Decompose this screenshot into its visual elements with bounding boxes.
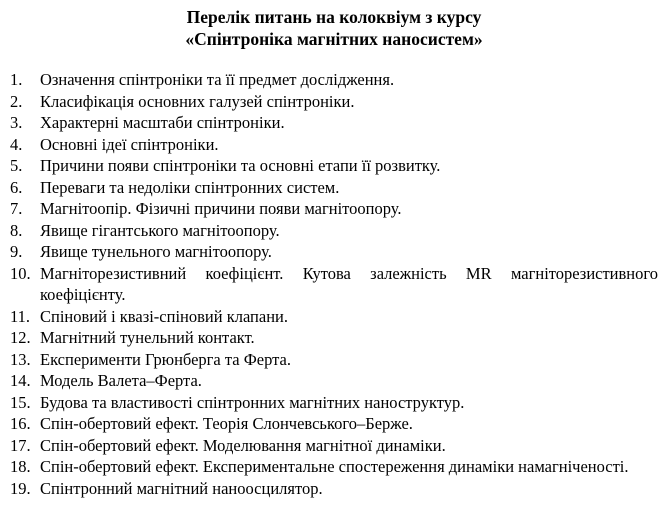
item-text: Модель Валета–Ферта.: [40, 371, 202, 390]
item-text: Переваги та недоліки спінтронних систем.: [40, 177, 340, 197]
list-item: [10, 241, 658, 263]
item-text: Спіновий і квазі-спіновий клапани.: [40, 306, 288, 326]
item-text: Характерні масштаби спінтроніки.: [40, 113, 285, 132]
item-number: 15.: [10, 392, 31, 412]
document-title-line-1: Перелік питань на колоквіум з курсу: [186, 7, 482, 27]
list-item: [10, 349, 658, 371]
item-text: Явище гігантського магнітоопору.: [40, 220, 280, 240]
list-item: [10, 112, 658, 134]
list-item: [10, 306, 658, 328]
item-text: Спін-обертовий ефект. Експериментальне спостереження динаміки намагніченості.: [40, 457, 629, 476]
list-item: [10, 263, 658, 306]
item-text: Магніторезистивний коефіцієнт. Кутова залежність MR магніторезистивного коефіцієнту.: [40, 263, 658, 304]
item-text: Магнітоопір. Фізичні причини появи магнітоопору.: [40, 199, 402, 218]
item-number: 9.: [10, 242, 23, 261]
item-text: Означення спінтроніки та її предмет дослідження.: [40, 70, 395, 89]
item-number: 7.: [10, 199, 23, 218]
list-item: [10, 220, 658, 242]
item-number: 5.: [10, 156, 23, 175]
item-number: 17.: [10, 435, 31, 455]
list-item: [10, 91, 658, 113]
question-list: [10, 69, 658, 499]
item-text: Спін-обертовий ефект. Моделювання магнітної динаміки.: [40, 435, 446, 455]
list-item: [10, 177, 658, 199]
item-number: 18.: [10, 457, 31, 476]
item-number: 4.: [10, 134, 23, 154]
item-text: Експерименти Грюнберга та Ферта.: [40, 349, 291, 369]
list-item: [10, 134, 658, 156]
item-text: Спін-обертовий ефект. Теорія Слончевського–Берже.: [40, 414, 413, 433]
list-item: [10, 327, 658, 349]
list-item: [10, 69, 658, 91]
list-item: [10, 435, 658, 457]
item-number: 3.: [10, 113, 23, 132]
list-item: [10, 370, 658, 392]
list-item: [10, 155, 658, 177]
list-item: [10, 413, 658, 435]
item-number: 6.: [10, 177, 23, 197]
item-text: Причини появи спінтроніки та основні етапи її розвитку.: [40, 156, 441, 175]
list-item: [10, 478, 658, 500]
item-text: Спінтронний магнітний наноосцилятор.: [40, 478, 323, 498]
item-number: 2.: [10, 91, 23, 111]
item-number: 11.: [10, 306, 31, 326]
item-text: Будова та властивості спінтронних магнітних наноструктур.: [40, 392, 465, 412]
item-number: 13.: [10, 349, 31, 369]
item-text: Явище тунельного магнітоопору.: [40, 242, 272, 261]
item-text: Класифікація основних галузей спінтроніки.: [40, 91, 355, 111]
item-number: 14.: [10, 371, 31, 390]
item-number: 19.: [10, 478, 31, 498]
list-item: [10, 456, 658, 478]
list-item: [10, 198, 658, 220]
item-text: Магнітний тунельний контакт.: [40, 328, 255, 347]
item-number: 1.: [10, 70, 23, 89]
item-number: 12.: [10, 328, 31, 347]
item-number: 8.: [10, 220, 23, 240]
item-text: Основні ідеї спінтроніки.: [40, 134, 219, 154]
document-title-line-2: «Спінтроніка магнітних наносистем»: [185, 29, 483, 49]
item-number: 16.: [10, 414, 31, 433]
list-item: [10, 392, 658, 414]
item-number: 10.: [10, 263, 31, 283]
